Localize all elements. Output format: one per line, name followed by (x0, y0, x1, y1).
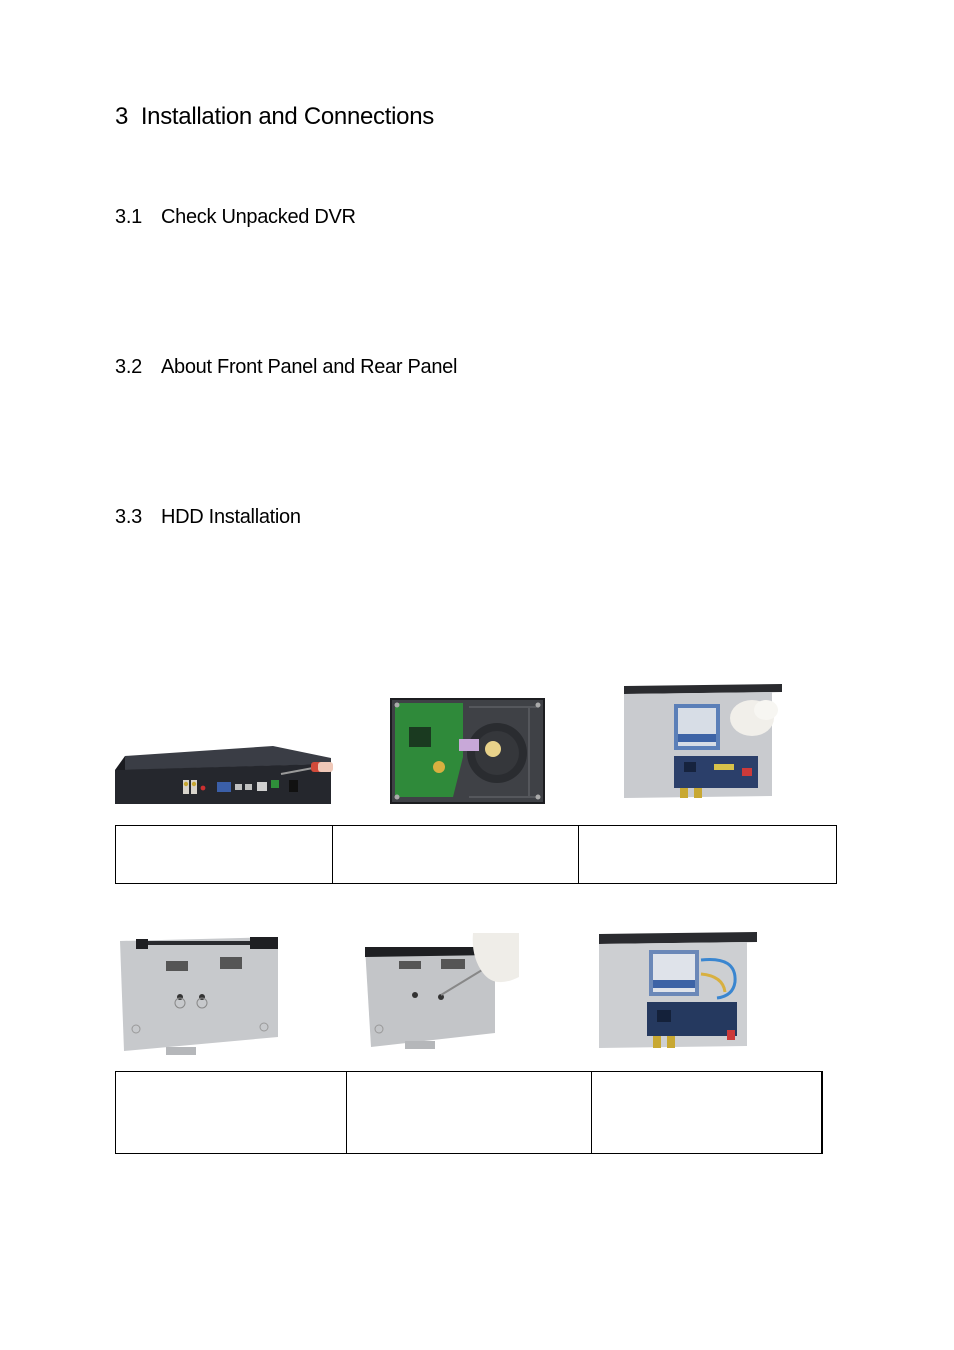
section-heading-3-1 (115, 206, 356, 229)
section-heading-3-3 (115, 506, 301, 529)
caption-cell (347, 1072, 592, 1154)
caption-table-row-2 (115, 1071, 823, 1154)
chapter-number: 3 (115, 103, 129, 130)
section-number: 3.1 (115, 206, 142, 228)
section-title: HDD Installation (161, 506, 301, 528)
section-title: Check Unpacked DVR (161, 206, 356, 228)
figure-hdd-installed-cabled (597, 930, 759, 1052)
figure-dvr-rear-screwdriver (113, 744, 333, 806)
section-number: 3.2 (115, 356, 142, 378)
caption-cell (116, 826, 333, 884)
caption-cell (592, 1072, 823, 1154)
caption-cell (116, 1072, 347, 1154)
section-heading-3-2 (115, 356, 457, 379)
caption-cell (333, 826, 579, 884)
figure-hdd-bottom (389, 697, 546, 805)
chapter-title: Installation and Connections (140, 103, 434, 130)
figure-chassis-bottom (114, 933, 288, 1061)
caption-cell (579, 826, 837, 884)
figure-hdd-into-bracket (624, 680, 784, 798)
figure-chassis-bottom-screwing (345, 933, 519, 1061)
chapter-heading (115, 103, 434, 131)
section-title: About Front Panel and Rear Panel (161, 356, 458, 378)
caption-table-row-1 (115, 825, 837, 884)
section-number: 3.3 (115, 506, 142, 528)
